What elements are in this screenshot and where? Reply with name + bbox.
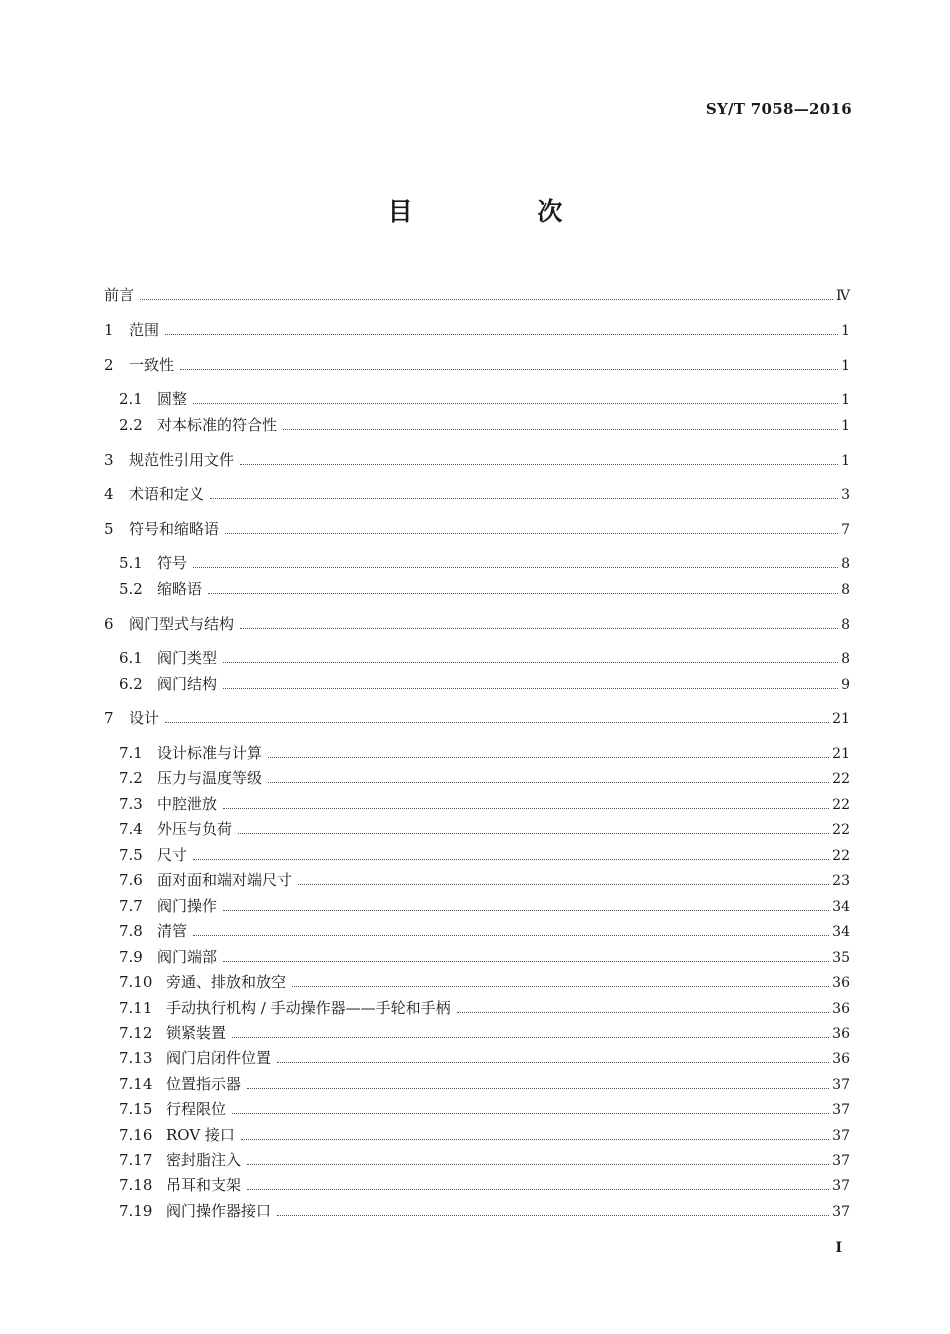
toc-entry-label: 外压与负荷	[157, 820, 233, 838]
toc-leader-dots	[223, 961, 829, 962]
toc-entry-label: 阀门类型	[157, 649, 218, 667]
toc-entry-number: 7.2	[119, 769, 143, 787]
toc-entry-number: 7.9	[119, 948, 143, 966]
toc-entry-number: 7.10	[119, 973, 153, 991]
toc-entry-label: 前言	[104, 286, 135, 304]
toc-entry-page: 8	[841, 617, 850, 633]
toc-leader-dots	[247, 1189, 829, 1190]
toc-entry-page: 8	[841, 582, 850, 598]
toc-entry-label: 阀门端部	[157, 948, 218, 966]
toc-leader-dots	[240, 464, 838, 465]
toc-entry[interactable]	[119, 869, 850, 891]
toc-entry-label: 尺寸	[157, 846, 188, 864]
toc-entry-page: 8	[841, 651, 850, 667]
toc-leader-dots	[283, 429, 838, 430]
toc-entry-number: 7.4	[119, 820, 143, 838]
toc-entry-label: 中腔泄放	[157, 795, 218, 813]
toc-entry-page: 34	[832, 924, 850, 940]
toc-entry[interactable]	[119, 895, 850, 917]
toc-entry-label: 对本标准的符合性	[157, 416, 278, 434]
toc-entry[interactable]	[119, 1124, 850, 1146]
toc-entry-label: 缩略语	[157, 580, 203, 598]
toc-leader-dots	[277, 1215, 829, 1216]
toc-entry-number: 5.2	[119, 580, 143, 598]
toc-entry-label: 阀门型式与结构	[129, 615, 235, 633]
toc-entry-page: 3	[841, 487, 850, 503]
toc-entry-page: 1	[841, 453, 850, 469]
toc-entry[interactable]	[104, 284, 850, 306]
toc-entry[interactable]	[119, 1149, 850, 1171]
toc-entry-page: 1	[841, 418, 850, 434]
toc-entry-number: 5.1	[119, 554, 143, 572]
toc-entry-label: 规范性引用文件	[129, 451, 235, 469]
toc-entry[interactable]	[104, 319, 850, 341]
toc-leader-dots	[223, 808, 829, 809]
toc-entry-page: 23	[832, 873, 850, 889]
toc-entry[interactable]	[104, 518, 850, 540]
toc-leader-dots	[193, 567, 838, 568]
toc-entry[interactable]	[119, 1073, 850, 1095]
toc-entry[interactable]	[119, 647, 850, 669]
toc-entry-label: 压力与温度等级	[157, 769, 263, 787]
toc-entry[interactable]	[119, 920, 850, 942]
toc-entry-page: 36	[832, 975, 850, 991]
toc-leader-dots	[140, 299, 833, 300]
toc-entry-number: 7.12	[119, 1024, 153, 1042]
toc-entry[interactable]	[119, 1098, 850, 1120]
toc-leader-dots	[223, 688, 838, 689]
toc-entry-label: 设计	[129, 709, 160, 727]
toc-entry-label: 吊耳和支架	[166, 1176, 242, 1194]
toc-entry[interactable]	[119, 388, 850, 410]
toc-leader-dots	[208, 593, 838, 594]
toc-entry-number: 2.2	[119, 416, 143, 434]
toc-leader-dots	[210, 498, 838, 499]
toc-leader-dots	[457, 1012, 830, 1013]
toc-entry[interactable]	[119, 946, 850, 968]
toc-entry-label: 位置指示器	[166, 1075, 242, 1093]
toc-entry-number: 1	[104, 321, 114, 339]
toc-entry-label: 一致性	[129, 356, 175, 374]
toc-entry-number: 7.6	[119, 871, 143, 889]
toc-entry[interactable]	[119, 997, 850, 1019]
toc-entry-number: 3	[104, 451, 114, 469]
toc-entry-label: 阀门结构	[157, 675, 218, 693]
toc-leader-dots	[277, 1062, 829, 1063]
toc-entry-page: 37	[832, 1077, 850, 1093]
toc-entry-number: 7.15	[119, 1100, 153, 1118]
toc-entry-label: 圆整	[157, 390, 188, 408]
toc-leader-dots	[165, 722, 829, 723]
toc-entry-label: 锁紧装置	[166, 1024, 227, 1042]
page-number: I	[835, 1240, 842, 1256]
toc-entry-number: 7.11	[119, 999, 153, 1017]
toc-leader-dots	[165, 334, 838, 335]
toc-leader-dots	[232, 1113, 829, 1114]
toc-entry-number: 6.1	[119, 649, 143, 667]
toc-entry-number: 2.1	[119, 390, 143, 408]
toc-leader-dots	[193, 859, 829, 860]
toc-entry-number: 7.3	[119, 795, 143, 813]
toc-entry-page: 21	[832, 711, 850, 727]
toc-entry-page: 1	[841, 392, 850, 408]
toc-entry-page: 36	[832, 1001, 850, 1017]
toc-entry-label: 密封脂注入	[166, 1151, 242, 1169]
toc-entry-page: 22	[832, 848, 850, 864]
toc-entry-label: 符号和缩略语	[129, 520, 220, 538]
toc-entry-number: 7.14	[119, 1075, 153, 1093]
toc-leader-dots	[232, 1037, 829, 1038]
toc-entry-number: 4	[104, 485, 114, 503]
toc-entry-label: 面对面和端对端尺寸	[157, 871, 293, 889]
toc-entry-page: 37	[832, 1204, 850, 1220]
toc-entry-page: 37	[832, 1153, 850, 1169]
toc-entry-number: 6	[104, 615, 114, 633]
toc-leader-dots	[247, 1088, 829, 1089]
toc-entry-page: 37	[832, 1128, 850, 1144]
toc-entry[interactable]	[119, 578, 850, 600]
toc-entry-number: 2	[104, 356, 114, 374]
toc-entry-page: Ⅳ	[836, 288, 850, 304]
toc-entry-number: 7.17	[119, 1151, 153, 1169]
toc-entry-number: 7.16	[119, 1126, 153, 1144]
toc-entry-number: 7.13	[119, 1049, 153, 1067]
toc-leader-dots	[268, 757, 829, 758]
toc-entry-page: 7	[841, 522, 850, 538]
toc-entry-page: 36	[832, 1051, 850, 1067]
toc-entry-number: 7.1	[119, 744, 143, 762]
toc-entry[interactable]	[104, 613, 850, 635]
toc-entry[interactable]	[119, 414, 850, 436]
toc-entry-label: 阀门操作器接口	[166, 1202, 272, 1220]
toc-leader-dots	[238, 833, 829, 834]
toc-entry[interactable]	[119, 818, 850, 840]
toc-entry[interactable]	[119, 1174, 850, 1196]
toc-leader-dots	[225, 533, 838, 534]
standard-code: SY/T 7058—2016	[705, 100, 852, 118]
toc-entry[interactable]	[119, 1047, 850, 1069]
page-title: 目 次	[387, 197, 621, 226]
toc-entry-number: 7.19	[119, 1202, 153, 1220]
toc-entry-page: 22	[832, 797, 850, 813]
toc-entry-page: 37	[832, 1102, 850, 1118]
toc-entry-label: 范围	[129, 321, 160, 339]
toc-leader-dots	[298, 884, 829, 885]
toc-entry-number: 6.2	[119, 675, 143, 693]
toc-entry-number: 7	[104, 709, 114, 727]
toc-leader-dots	[268, 782, 829, 783]
toc-entry-label: 清管	[157, 922, 188, 940]
toc-entry[interactable]	[104, 354, 850, 376]
toc-entry-number: 7.8	[119, 922, 143, 940]
toc-entry[interactable]	[119, 767, 850, 789]
toc-entry[interactable]	[119, 673, 850, 695]
toc-entry-label: 阀门启闭件位置	[166, 1049, 272, 1067]
toc-entry-label: 旁通、排放和放空	[166, 973, 287, 991]
toc-entry[interactable]	[119, 971, 850, 993]
toc-entry-page: 9	[841, 677, 850, 693]
toc-entry-label: 行程限位	[166, 1100, 227, 1118]
toc-entry-page: 34	[832, 899, 850, 915]
toc-entry-label: 设计标准与计算	[157, 744, 263, 762]
toc-entry-page: 1	[841, 358, 850, 374]
toc-entry[interactable]	[119, 552, 850, 574]
toc-entry-page: 35	[832, 950, 850, 966]
toc-entry-label: 手动执行机构 / 手动操作器——手轮和手柄	[166, 999, 451, 1017]
toc-entry-number: 7.5	[119, 846, 143, 864]
toc-leader-dots	[193, 403, 838, 404]
toc-leader-dots	[241, 1139, 829, 1140]
toc-entry[interactable]	[119, 793, 850, 815]
toc-leader-dots	[223, 662, 838, 663]
toc-entry-number: 5	[104, 520, 114, 538]
toc-entry[interactable]	[104, 483, 850, 505]
toc-entry[interactable]	[119, 1022, 850, 1044]
toc-entry[interactable]	[119, 742, 850, 764]
toc-entry[interactable]	[119, 1200, 850, 1222]
toc-entry-page: 36	[832, 1026, 850, 1042]
toc-entry-page: 22	[832, 822, 850, 838]
toc-entry[interactable]	[104, 449, 850, 471]
toc-leader-dots	[247, 1164, 829, 1165]
toc-entry-label: 符号	[157, 554, 188, 572]
toc-entry-label: 阀门操作	[157, 897, 218, 915]
toc-entry-page: 37	[832, 1178, 850, 1194]
toc-leader-dots	[180, 369, 838, 370]
toc-entry-page: 1	[841, 323, 850, 339]
toc-entry-page: 21	[832, 746, 850, 762]
toc-leader-dots	[193, 935, 829, 936]
toc-entry-page: 22	[832, 771, 850, 787]
toc-entry-number: 7.18	[119, 1176, 153, 1194]
toc-entry-label: 术语和定义	[129, 485, 205, 503]
toc-entry-page: 8	[841, 556, 850, 572]
toc-entry-number: 7.7	[119, 897, 143, 915]
toc-entry[interactable]	[104, 707, 850, 729]
toc-entry[interactable]	[119, 844, 850, 866]
toc-leader-dots	[223, 910, 829, 911]
toc-leader-dots	[292, 986, 829, 987]
toc-entry-label: ROV 接口	[166, 1126, 235, 1144]
toc-leader-dots	[240, 628, 838, 629]
